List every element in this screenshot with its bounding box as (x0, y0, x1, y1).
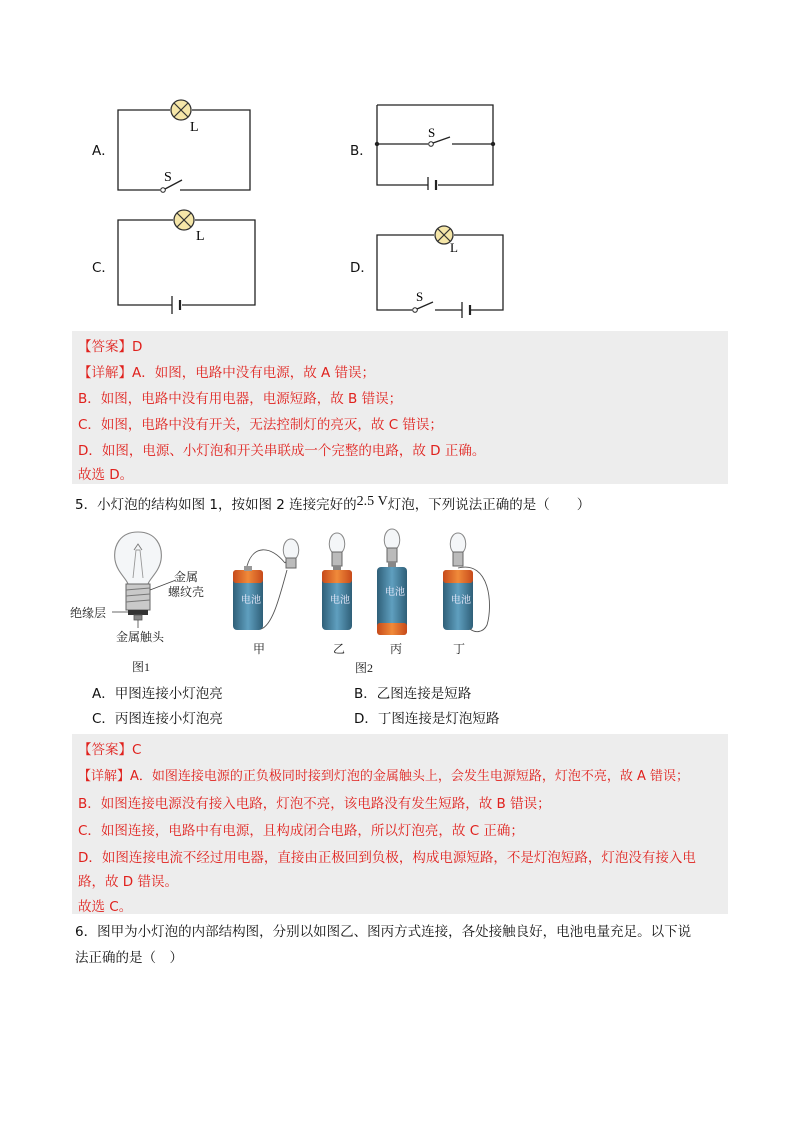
explanation-line: C．如图，电路中没有开关，无法控制灯的亮灭，故 C 错误； (78, 417, 443, 433)
switch-label: S (164, 170, 172, 185)
panel-jia (233, 539, 299, 656)
answer-label: 【答案】C (78, 742, 142, 758)
lamp-icon (174, 210, 194, 230)
answer-label: 【答案】D (78, 339, 143, 355)
q6-line1: 6．图甲为小灯泡的内部结构图，分别以如图乙、图丙方式连接，各处接触良好，电池电量充足。以下说 (75, 924, 692, 940)
figure2-connections (225, 525, 505, 677)
option-b-label: B． (350, 143, 373, 159)
q5-option-a: A．甲图连接小灯泡亮 (92, 686, 223, 702)
explanation-line: B．如图连接电源没有接入电路，灯泡不亮，该电路没有发生短路，故 B 错误； (78, 796, 551, 812)
circuit-diagram-a (110, 95, 260, 195)
figure-label: 金属触头 (116, 630, 165, 644)
stem-text: 灯泡，下列说法正确的是（ ） (387, 497, 591, 513)
q6-line2: 法正确的是（ ） (75, 950, 183, 966)
svg-text:电池: 电池 (451, 595, 471, 606)
switch-label: S (428, 125, 436, 140)
q4-answer-box (72, 331, 728, 484)
explanation-line: 【详解】A．如图连接电源的正负极同时接到灯泡的金属触头上，会发生电源短路，灯泡不亮，故 A 错误； (78, 769, 690, 784)
figure-label: 金属 (174, 570, 199, 584)
explanation-line: 【详解】A．如图，电路中没有电源，故 A 错误； (78, 365, 376, 381)
q5-option-b: B．乙图连接是短路 (354, 686, 472, 702)
svg-text:乙: 乙 (333, 642, 346, 656)
explanation-line: 故选 C。 (78, 899, 133, 915)
q5-answer-box (72, 734, 728, 914)
figure-label: 绝缘层 (70, 606, 107, 620)
figure-label: 螺纹壳 (168, 585, 205, 599)
lamp-icon (171, 100, 191, 120)
option-a-label: A． (92, 143, 115, 159)
lamp-label: L (450, 240, 458, 255)
lamp-label: L (196, 229, 205, 244)
svg-text:甲: 甲 (253, 642, 266, 656)
battery-icon (428, 177, 436, 190)
q5-option-d: D．丁图连接是灯泡短路 (354, 711, 500, 727)
circuit-diagram-b (370, 100, 500, 190)
svg-text:电池: 电池 (330, 595, 350, 606)
option-c-label: C． (92, 260, 115, 276)
figure-caption: 图1 (132, 660, 151, 674)
q5-option-c: C．丙图连接小灯泡亮 (92, 711, 223, 727)
circuit-diagram-c (110, 205, 260, 315)
explanation-line: C．如图连接，电路中有电源，且构成闭合电路，所以灯泡亮，故 C 正确； (78, 823, 524, 839)
option-d-label: D． (350, 260, 374, 276)
explanation-line: D．如图连接电流不经过用电器，直接由正极回到负极，构成电源短路，不是灯泡短路，灯泡没有接入电 (78, 850, 696, 866)
lamp-label: L (190, 120, 199, 135)
voltage-value: 2.5 V (356, 494, 388, 509)
circuit-diagram-d (370, 222, 510, 320)
battery-icon (462, 302, 470, 318)
explanation-line: D．如图，电源、小灯泡和开关串联成一个完整的电路，故 D 正确。 (78, 443, 486, 459)
bulb-icon (115, 532, 162, 620)
question-number: 5． (75, 497, 98, 513)
panel-yi (322, 533, 352, 656)
stem-text: 小灯泡的结构如图 1，按如图 2 连接完好的 (97, 497, 357, 513)
svg-text:电池: 电池 (385, 587, 405, 598)
q5-stem (75, 495, 590, 516)
explanation-line: 故选 D。 (78, 467, 134, 483)
svg-text:丙: 丙 (390, 642, 403, 656)
panel-bing (377, 529, 407, 656)
figure-caption: 图2 (355, 661, 374, 675)
explanation-line: 路，故 D 错误。 (78, 874, 178, 890)
panel-ding (443, 533, 490, 656)
explanation-line: B．如图，电路中没有用电器，电源短路，故 B 错误； (78, 391, 403, 407)
switch-label: S (416, 289, 424, 304)
svg-text:电池: 电池 (241, 595, 261, 606)
svg-text:丁: 丁 (453, 642, 466, 656)
figure1-bulb-structure (68, 528, 218, 676)
battery-icon (172, 296, 180, 314)
